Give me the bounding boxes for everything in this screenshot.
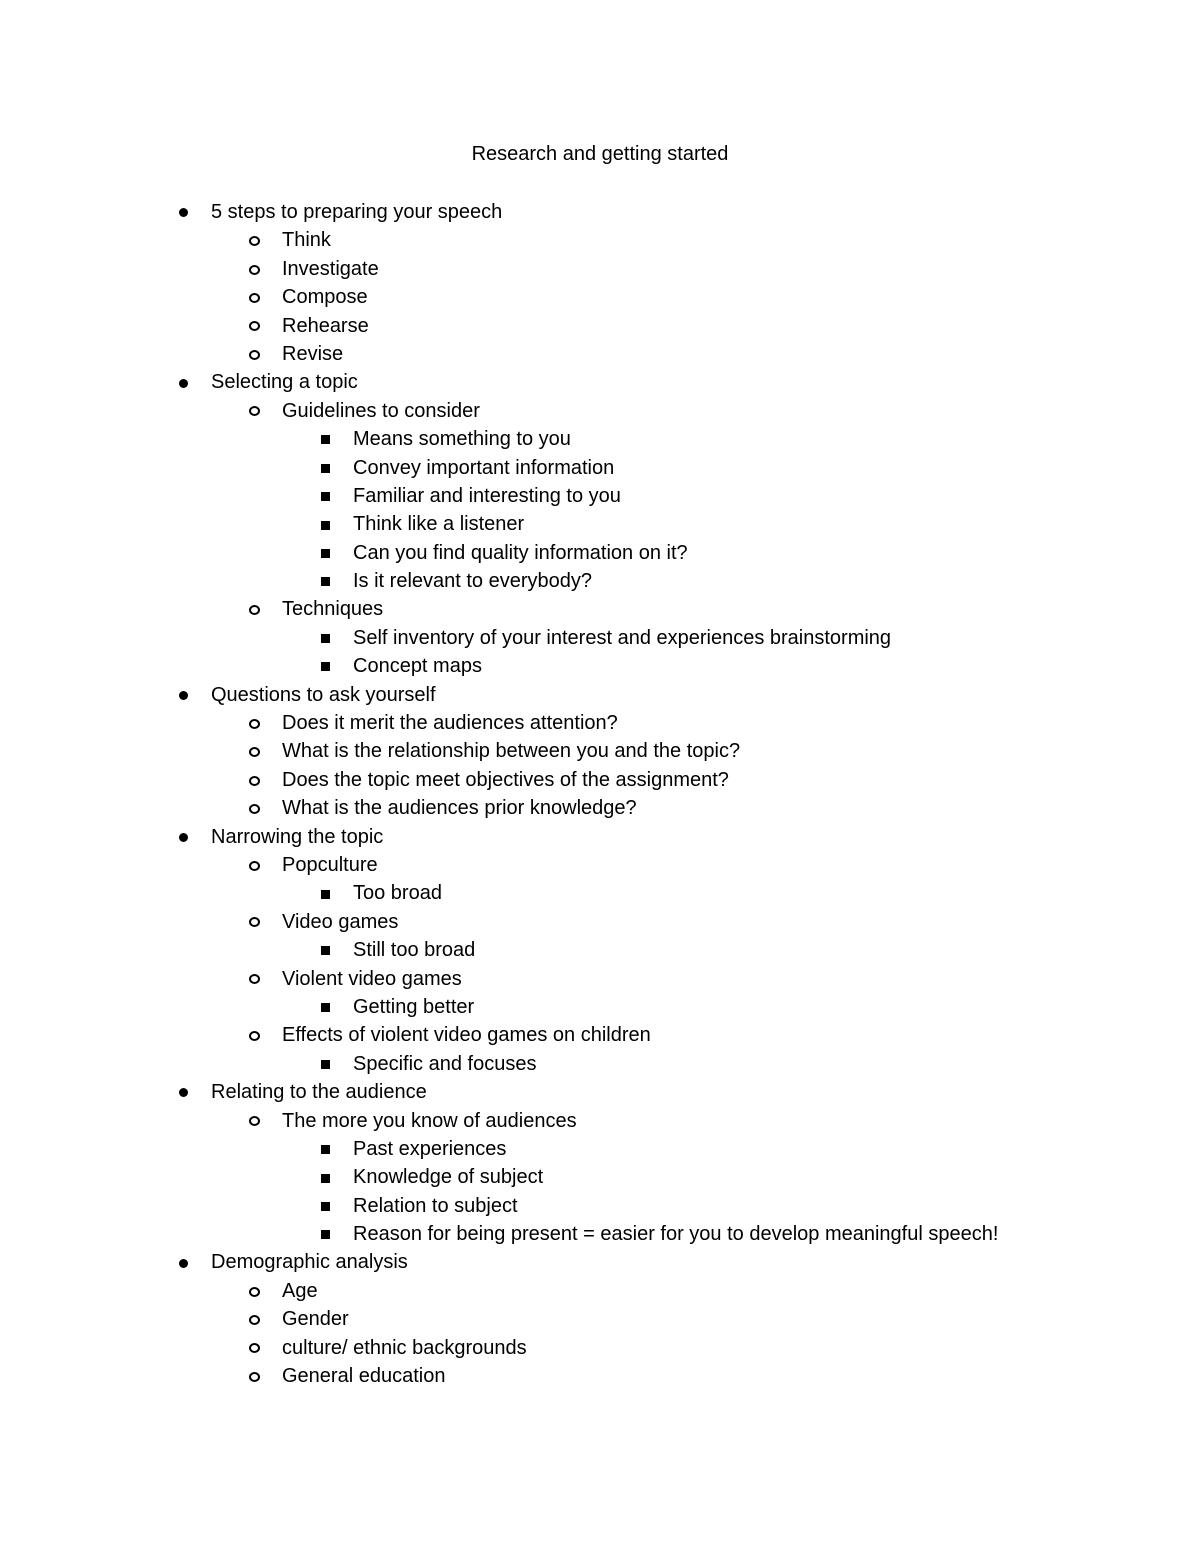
filled-disc-bullet-icon	[173, 198, 193, 226]
outline-item-level-3	[0, 936, 1200, 964]
hollow-circle-bullet-icon	[244, 1107, 264, 1135]
outline-item-level-2	[0, 397, 1200, 425]
outline-item-text: Relating to the audience	[211, 1081, 427, 1104]
hollow-circle-bullet-icon	[244, 595, 264, 623]
filled-disc-bullet-icon	[173, 1248, 193, 1276]
outline-item-level-3	[0, 567, 1200, 595]
filled-square-bullet-icon	[315, 510, 335, 538]
outline-item-level-2	[0, 312, 1200, 340]
outline-item-text: Past experiences	[353, 1137, 507, 1160]
outline-item-text: 5 steps to preparing your speech	[211, 201, 503, 223]
hollow-circle-bullet-icon	[244, 397, 264, 425]
outline-item-text: Video games	[282, 910, 399, 933]
hollow-circle-bullet-icon	[244, 1305, 264, 1333]
filled-square-bullet-icon	[315, 454, 335, 482]
hollow-circle-bullet-icon	[244, 283, 264, 311]
hollow-circle-bullet-icon	[244, 226, 264, 254]
outline-item-text: Still too broad	[353, 939, 476, 962]
outline-item-level-2	[0, 1107, 1200, 1135]
outline-item-text: Reason for being present = easier for you to develop meaningful speech!	[353, 1223, 999, 1246]
outline-item-level-1	[0, 1078, 1200, 1106]
outline-item-level-3	[0, 1050, 1200, 1078]
hollow-circle-bullet-icon	[244, 965, 264, 993]
outline-item-text: Self inventory of your interest and experiences brainstorming	[353, 626, 892, 649]
document-title: Research and getting started	[471, 143, 729, 165]
outline-item-level-2	[0, 794, 1200, 822]
outline-item-text: Investigate	[282, 257, 379, 280]
outline-item-text: Knowledge of subject	[353, 1166, 544, 1189]
hollow-circle-bullet-icon	[244, 908, 264, 936]
outline-item-level-3	[0, 454, 1200, 482]
outline-item-text: Demographic analysis	[211, 1251, 408, 1274]
outline-item-level-2	[0, 709, 1200, 737]
outline-item-text: Familiar and interesting to you	[353, 484, 621, 507]
filled-square-bullet-icon	[315, 425, 335, 453]
outline-item-level-3	[0, 1135, 1200, 1163]
outline-item-text: Selecting a topic	[211, 371, 358, 394]
outline-item-text: Questions to ask yourself	[211, 683, 436, 706]
outline-item-level-1	[0, 823, 1200, 851]
outline-item-level-1	[0, 368, 1200, 396]
outline-item-level-3	[0, 1220, 1200, 1248]
filled-square-bullet-icon	[315, 936, 335, 964]
outline-item-text: The more you know of audiences	[282, 1109, 577, 1132]
outline-item-text: Too broad	[353, 882, 442, 905]
hollow-circle-bullet-icon	[244, 312, 264, 340]
outline-item-text: Does it merit the audiences attention?	[282, 712, 618, 735]
filled-disc-bullet-icon	[173, 681, 193, 709]
outline-item-level-2	[0, 965, 1200, 993]
outline-item-text: Guidelines to consider	[282, 399, 480, 422]
outline-item-text: General education	[282, 1365, 446, 1388]
filled-square-bullet-icon	[315, 482, 335, 510]
hollow-circle-bullet-icon	[244, 255, 264, 283]
outline-item-text: Rehearse	[282, 314, 369, 337]
outline-item-text: Specific and focuses	[353, 1052, 537, 1075]
outline-item-text: Compose	[282, 286, 368, 309]
outline-item-level-2	[0, 908, 1200, 936]
outline-item-text: Revise	[282, 342, 344, 365]
bulleted-outline	[0, 198, 1200, 1390]
hollow-circle-bullet-icon	[244, 1362, 264, 1390]
outline-item-text: Means something to you	[353, 428, 571, 451]
filled-square-bullet-icon	[315, 652, 335, 680]
hollow-circle-bullet-icon	[244, 766, 264, 794]
outline-item-text: Concept maps	[353, 655, 482, 678]
outline-item-level-1	[0, 198, 1200, 226]
outline-item-level-2	[0, 737, 1200, 765]
outline-item-text: Gender	[282, 1308, 349, 1331]
outline-item-level-3	[0, 510, 1200, 538]
outline-item-level-3	[0, 879, 1200, 907]
filled-square-bullet-icon	[315, 1163, 335, 1191]
outline-item-level-2	[0, 595, 1200, 623]
outline-item-text: Is it relevant to everybody?	[353, 570, 593, 593]
filled-square-bullet-icon	[315, 539, 335, 567]
outline-item-level-2	[0, 1334, 1200, 1362]
outline-item-text: Think like a listener	[353, 513, 525, 536]
outline-item-text: Techniques	[282, 598, 384, 621]
filled-square-bullet-icon	[315, 567, 335, 595]
outline-item-level-2	[0, 766, 1200, 794]
outline-item-text: Narrowing the topic	[211, 825, 384, 848]
outline-item-level-2	[0, 1362, 1200, 1390]
outline-item-text: What is the relationship between you and the topic?	[282, 740, 741, 763]
outline-item-text: Effects of violent video games on children	[282, 1024, 651, 1047]
hollow-circle-bullet-icon	[244, 851, 264, 879]
hollow-circle-bullet-icon	[244, 709, 264, 737]
outline-item-level-2	[0, 255, 1200, 283]
outline-item-level-3	[0, 539, 1200, 567]
hollow-circle-bullet-icon	[244, 737, 264, 765]
outline-item-level-2	[0, 1277, 1200, 1305]
filled-square-bullet-icon	[315, 879, 335, 907]
filled-square-bullet-icon	[315, 1192, 335, 1220]
outline-item-text: Think	[282, 229, 331, 252]
filled-square-bullet-icon	[315, 1050, 335, 1078]
outline-item-text: What is the audiences prior knowledge?	[282, 797, 637, 820]
outline-item-level-2	[0, 283, 1200, 311]
outline-item-level-3	[0, 993, 1200, 1021]
filled-square-bullet-icon	[315, 624, 335, 652]
filled-disc-bullet-icon	[173, 368, 193, 396]
outline-item-level-2	[0, 340, 1200, 368]
filled-square-bullet-icon	[315, 993, 335, 1021]
outline-item-level-2	[0, 1305, 1200, 1333]
hollow-circle-bullet-icon	[244, 1334, 264, 1362]
outline-item-level-3	[0, 652, 1200, 680]
outline-item-level-2	[0, 851, 1200, 879]
outline-item-level-3	[0, 1192, 1200, 1220]
outline-item-level-2	[0, 226, 1200, 254]
outline-item-text: Can you find quality information on it?	[353, 541, 688, 564]
outline-item-level-3	[0, 482, 1200, 510]
outline-item-level-3	[0, 624, 1200, 652]
outline-item-text: Age	[282, 1279, 318, 1302]
hollow-circle-bullet-icon	[244, 1277, 264, 1305]
outline-item-level-3	[0, 425, 1200, 453]
outline-item-text: culture/ ethnic backgrounds	[282, 1336, 527, 1359]
outline-item-level-3	[0, 1163, 1200, 1191]
outline-item-text: Does the topic meet objectives of the assignment?	[282, 768, 729, 791]
hollow-circle-bullet-icon	[244, 794, 264, 822]
outline-item-level-1	[0, 681, 1200, 709]
outline-item-text: Relation to subject	[353, 1194, 518, 1217]
outline-item-level-2	[0, 1021, 1200, 1049]
filled-disc-bullet-icon	[173, 823, 193, 851]
hollow-circle-bullet-icon	[244, 340, 264, 368]
outline-item-text: Getting better	[353, 995, 475, 1018]
outline-item-text: Popculture	[282, 853, 378, 876]
outline-item-text: Violent video games	[282, 967, 462, 990]
filled-square-bullet-icon	[315, 1135, 335, 1163]
outline-item-level-1	[0, 1248, 1200, 1276]
outline-item-text: Convey important information	[353, 456, 615, 479]
filled-disc-bullet-icon	[173, 1078, 193, 1106]
hollow-circle-bullet-icon	[244, 1021, 264, 1049]
filled-square-bullet-icon	[315, 1220, 335, 1248]
